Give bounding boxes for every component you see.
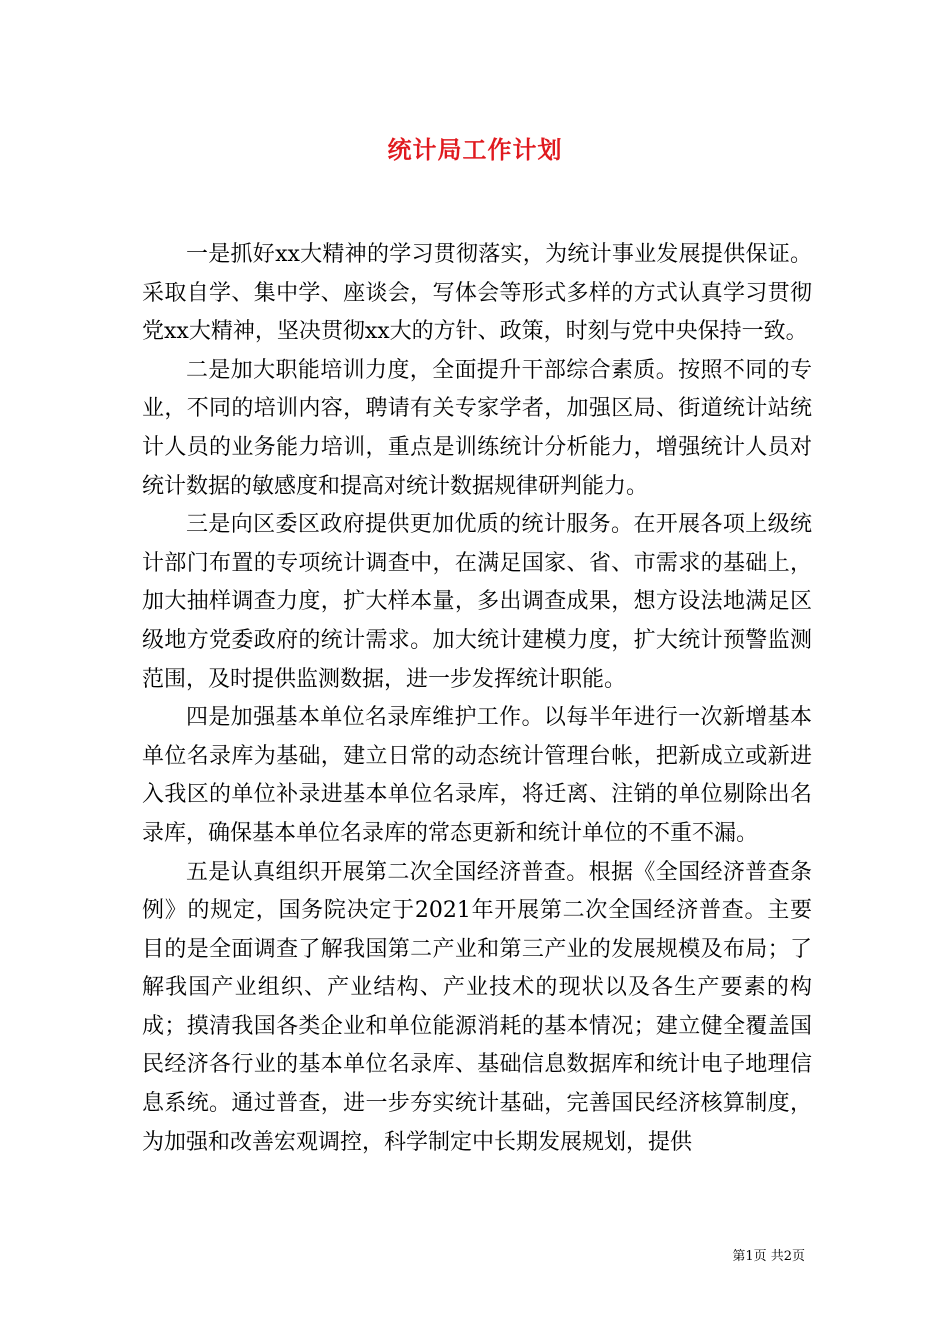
document-title: 统计局工作计划 xyxy=(387,135,563,164)
document-body xyxy=(142,236,812,1162)
paragraph-4: 四是加强基本单位名录库维护工作。以每半年进行一次新增基本单位名录库为基础，建立日常的动态统计管理台帐，把新成立或新进入我区的单位补录进基本单位名录库，将迁离、注销的单位剔除出名录库，确保基本单位名录库的常态更新和统计单位的不重不漏。 xyxy=(142,705,812,846)
paragraph-5: 五是认真组织开展第二次全国经济普查。根据《全国经济普查条例》的规定，国务院决定于2021年开展第二次全国经济普查。主要目的是全面调查了解我国第二产业和第三产业的发展规模及布局；了解我国产业组织、产业结构、产业技术的现状以及各生产要素的构成；摸清我国各类企业和单位能源消耗的基本情况；建立健全覆盖国民经济各行业的基本单位名录库、基础信息数据库和统计电子地理信息系统。通过普查，进一步夯实统计基础，完善国民经济核算制度，为加强和改善宏观调控，科学制定中长期发展规划，提供 xyxy=(142,859,812,1155)
paragraph-3: 三是向区委区政府提供更加优质的统计服务。在开展各项上级统计部门布置的专项统计调查中，在满足国家、省、市需求的基础上，加大抽样调查力度，扩大样本量，多出调查成果，想方设法地满足区级地方党委政府的统计需求。加大统计建模力度，扩大统计预警监测范围，及时提供监测数据，进一步发挥统计职能。 xyxy=(142,512,812,692)
paragraph-1: 一是抓好xx大精神的学习贯彻落实，为统计事业发展提供保证。采取自学、集中学、座谈会，写体会等形式多样的方式认真学习贯彻党xx大精神，坚决贯彻xx大的方针、政策，时刻与党中央保持一致。 xyxy=(142,242,812,345)
page-number: 第1页 共2页 xyxy=(732,1249,805,1264)
paragraph-2: 二是加大职能培训力度，全面提升干部综合素质。按照不同的专业，不同的培训内容，聘请有关专家学者，加强区局、街道统计站统计人员的业务能力培训，重点是训练统计分析能力，增强统计人员对统计数据的敏感度和提高对统计数据规律研判能力。 xyxy=(142,357,812,499)
